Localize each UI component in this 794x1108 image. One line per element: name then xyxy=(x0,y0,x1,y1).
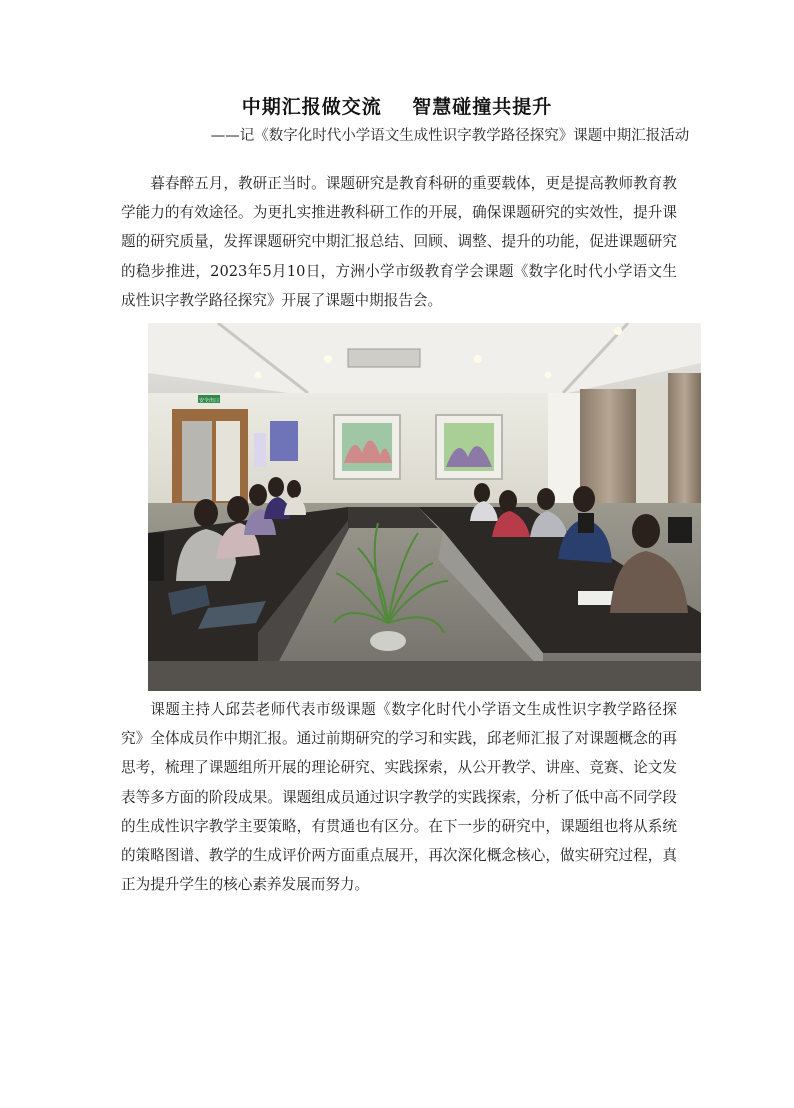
article-subtitle: ——记《数字化时代小学语文生成性识字教学路径探究》课题中期汇报活动 xyxy=(210,128,690,144)
article-title: 中期汇报做交流 智慧碰撞共提升 xyxy=(241,96,553,118)
paragraph-intro: 暮春醉五月，教研正当时。课题研究是教育科研的重要载体，更是提高教师教育教学能力的有效途径。为更扎实推进教科研工作的开展，确保课题研究的实效性，提升课题的研究质量，发挥课题研究中期汇报总结、回顾、调整、提升的功能，促进课题研究的稳步推进，2023年5月10日，方洲小学市级教育学会课题《数字化时代小学语文生成性识字教学路径探究》开展了课题中期报告会。 xyxy=(121,175,677,309)
paragraph-report: 课题主持人邱芸老师代表市级课题《数字化时代小学语文生成性识字教学路径探究》全体成员作中期汇报。通过前期研究的学习和实践，邱老师汇报了对课题概念的再思考，梳理了课题组所开展的理论研究、实践探索，从公开教学、讲座、竞赛、论文发表等多方面的阶段成果。课题组成员通过识字教学的实践探索，分析了低中高不同学段的生成性识字教学主要策略，有贯通也有区分。在下一步的研究中，课题组也将从系统的策略图谱、教学的生成评价两方面重点展开，再次深化概念核心，做实研究过程，真正为提升学生的核心素养发展而努力。 xyxy=(121,701,677,894)
meeting-photo xyxy=(148,323,701,691)
exit-sign-text: 安全出口 xyxy=(198,398,220,404)
